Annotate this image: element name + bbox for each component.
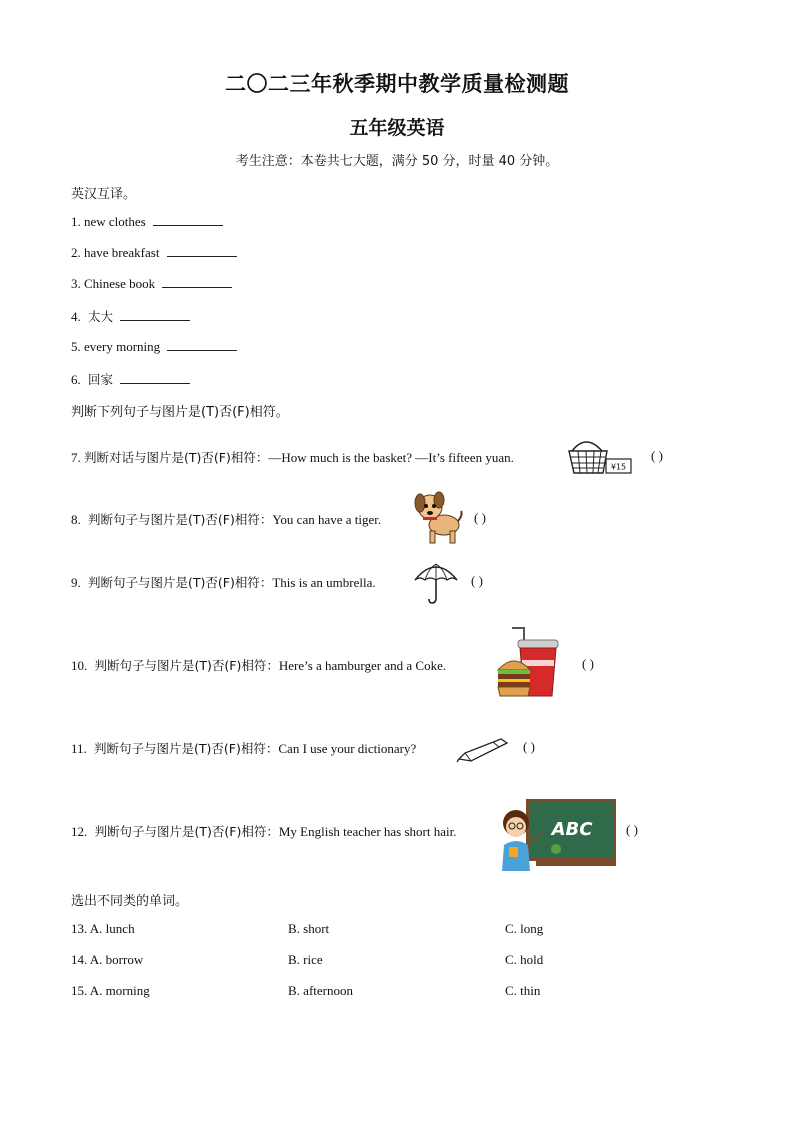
answer-parentheses[interactable]: ( )	[582, 656, 594, 671]
exam-subtitle: 五年级英语	[349, 117, 445, 139]
item-number: 1.	[71, 214, 81, 229]
translation-item-4	[71, 307, 190, 325]
item-prompt: 判断句子与图片是(T)否(F)相符：	[94, 658, 279, 673]
item-text: —How much is the basket? —It’s fifteen yuan.	[268, 450, 514, 465]
judge-item-9	[71, 573, 376, 591]
item-text: have breakfast	[84, 245, 160, 260]
exam-title: 二〇二三年秋季期中教学质量检测题	[225, 71, 569, 96]
option-b[interactable]: B. short	[288, 921, 330, 936]
item-number: 14.	[71, 952, 88, 967]
item-text: My English teacher has short hair.	[278, 824, 457, 839]
pen-icon	[455, 733, 511, 765]
section1-heading: 英汉互译。	[71, 187, 137, 202]
answer-blank[interactable]	[167, 339, 237, 351]
judge-item-12	[71, 822, 456, 840]
answer-parentheses[interactable]: ( )	[523, 739, 535, 754]
answer-blank[interactable]	[153, 214, 223, 226]
item-text: every morning	[84, 339, 161, 354]
item-number: 15.	[71, 983, 88, 998]
item-text: Chinese book	[84, 276, 156, 291]
answer-blank[interactable]	[120, 372, 190, 384]
translation-item-3	[71, 276, 232, 292]
choice-item-13	[71, 921, 135, 937]
section3-heading: 选出不同类的单词。	[71, 894, 189, 909]
answer-parentheses[interactable]: ( )	[471, 573, 483, 588]
option-a[interactable]: A. morning	[89, 983, 150, 998]
item-number: 9.	[71, 575, 81, 590]
option-b[interactable]: B. rice	[288, 952, 323, 967]
translation-item-6	[71, 370, 190, 388]
blackboard-text: ABC	[551, 819, 593, 840]
translation-item-2	[71, 245, 237, 261]
item-text: Can I use your dictionary?	[278, 741, 417, 756]
judge-item-7	[71, 448, 514, 466]
translation-item-5	[71, 339, 237, 355]
dog-icon	[412, 487, 464, 547]
option-c[interactable]: C. hold	[505, 952, 544, 967]
item-number: 7.	[71, 450, 81, 465]
option-c[interactable]: C. long	[505, 921, 544, 936]
answer-blank[interactable]	[162, 276, 232, 288]
option-a[interactable]: A. lunch	[89, 921, 135, 936]
item-text: new clothes	[84, 214, 146, 229]
judge-item-10	[71, 656, 446, 674]
section2-heading: 判断下列句子与图片是(T)否(F)相符。	[71, 405, 289, 420]
item-number: 8.	[71, 512, 81, 527]
item-prompt: 判断句子与图片是(T)否(F)相符：	[88, 512, 273, 527]
answer-blank[interactable]	[120, 309, 190, 321]
item-number: 10.	[71, 658, 88, 673]
item-number: 13.	[71, 921, 88, 936]
choice-item-15	[71, 983, 150, 999]
price-tag-text: ¥15	[610, 462, 627, 472]
item-number: 2.	[71, 245, 81, 260]
item-text: This is an umbrella.	[272, 575, 376, 590]
option-a[interactable]: A. borrow	[89, 952, 144, 967]
item-number: 4.	[71, 309, 81, 324]
option-b[interactable]: B. afternoon	[288, 983, 353, 998]
item-number: 12.	[71, 824, 88, 839]
item-prompt: 判断句子与图片是(T)否(F)相符：	[94, 824, 279, 839]
umbrella-icon	[411, 560, 461, 606]
translation-item-1	[71, 214, 223, 230]
item-prompt: 判断句子与图片是(T)否(F)相符：	[88, 575, 273, 590]
answer-parentheses[interactable]: ( )	[474, 510, 486, 525]
item-text: 太大	[88, 309, 114, 324]
answer-parentheses[interactable]: ( )	[626, 822, 638, 837]
item-text: 回家	[88, 372, 114, 387]
teacher-blackboard-icon	[496, 797, 618, 873]
item-number: 5.	[71, 339, 81, 354]
hamburger-coke-icon	[496, 626, 562, 700]
option-c[interactable]: C. thin	[505, 983, 541, 998]
choice-item-14	[71, 952, 143, 968]
exam-note: 考生注意：本卷共七大题，满分 50 分，时量 40 分钟。	[235, 154, 559, 169]
item-number: 6.	[71, 372, 81, 387]
judge-item-11	[71, 739, 416, 757]
answer-parentheses[interactable]: ( )	[651, 448, 663, 463]
item-text: Here’s a hamburger and a Coke.	[278, 658, 447, 673]
item-number: 3.	[71, 276, 81, 291]
judge-item-8	[71, 510, 381, 528]
item-text: You can have a tiger.	[272, 512, 382, 527]
answer-blank[interactable]	[167, 245, 237, 257]
item-prompt: 判断对话与图片是(T)否(F)相符：	[84, 450, 269, 465]
item-number: 11.	[71, 741, 87, 756]
basket-icon	[566, 435, 634, 477]
item-prompt: 判断句子与图片是(T)否(F)相符：	[94, 741, 279, 756]
